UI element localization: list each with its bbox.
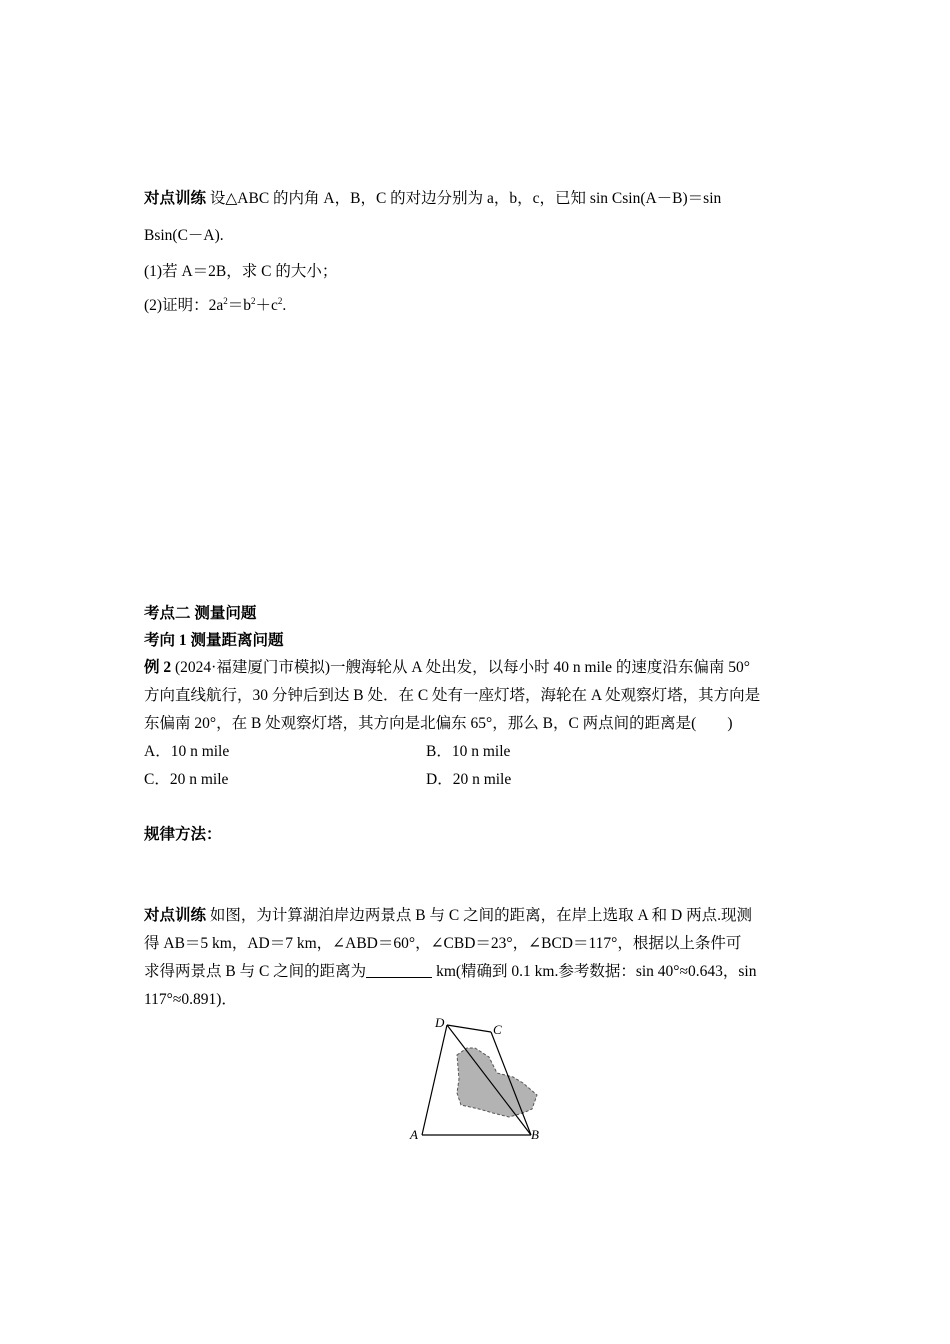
practice2-label: 对点训练 — [144, 907, 207, 924]
option-b: B．10 n mile — [426, 743, 511, 760]
q2-end: . — [282, 297, 287, 314]
practice1-text-line1: 设△ABC 的内角 A，B，C 的对边分别为 a，b，c，已知 sin Csin(A－B)＝sin — [209, 190, 722, 207]
method-label: 规律方法： — [144, 826, 222, 843]
section-title: 考点二 测量问题 — [144, 605, 257, 622]
practice1-label: 对点训练 — [144, 190, 207, 207]
practice1-line1 — [144, 189, 721, 209]
option-c: C．20 n mile — [144, 771, 229, 788]
q2-sup3: 2 — [277, 296, 283, 306]
practice2-line1 — [144, 906, 752, 926]
lake-region — [457, 1048, 537, 1117]
answer-blank[interactable] — [366, 962, 432, 978]
point-label-d: D — [435, 1015, 445, 1030]
q2-sup2: 2 — [250, 296, 256, 306]
q2-prefix: (2)证明：2a — [144, 297, 224, 314]
practice2-line3 — [144, 962, 756, 982]
point-label-c: C — [493, 1022, 502, 1037]
practice1-question1: (1)若 A＝2B，求 C 的大小； — [144, 263, 338, 280]
example2-line2: 方向直线航行，30 分钟后到达 B 处．在 C 处有一座灯塔，海轮在 A 处观察灯塔，其方向是 — [144, 687, 761, 704]
q2-sup1: 2 — [223, 296, 228, 306]
segment-dc — [447, 1025, 491, 1032]
option-d: D．20 n mile — [426, 771, 512, 788]
point-label-a: A — [410, 1127, 418, 1142]
practice2-line3-prefix: 求得两景点 B 与 C 之间的距离为 — [144, 963, 367, 980]
example2-line3: 东偏南 20°，在 B 处观察灯塔，其方向是北偏东 65°，那么 B，C 两点间的距离是( ) — [144, 715, 733, 732]
practice2-line4: 117°≈0.891)． — [144, 991, 237, 1008]
practice2-line2: 得 AB＝5 km，AD＝7 km，∠ABD＝60°，∠CBD＝23°，∠BCD＝117°，根据以上条件可 — [144, 935, 742, 952]
example2-text-line1: (2024·福建厦门市模拟)一艘海轮从 A 处出发，以每小时 40 n mile 的速度沿东偏南 50° — [175, 659, 750, 676]
lake-figure — [405, 1013, 565, 1145]
practice1-question2 — [144, 296, 286, 316]
q2-mid1: ＝b — [227, 297, 251, 314]
section-subtitle: 考向 1 测量距离问题 — [144, 632, 284, 649]
segment-da — [422, 1025, 447, 1135]
example2-label: 例 2 — [144, 659, 172, 676]
q2-mid2: ＋c — [255, 297, 278, 314]
point-label-b: B — [531, 1127, 539, 1142]
practice2-text-line1: 如图，为计算湖泊岸边两景点 B 与 C 之间的距离，在岸上选取 A 和 D 两点.现测 — [209, 907, 752, 924]
practice1-line2: Bsin(C－A). — [144, 227, 224, 244]
example2-line1 — [144, 658, 750, 678]
practice2-line3-suffix: km(精确到 0.1 km.参考数据：sin 40°≈0.643，sin — [436, 963, 757, 980]
option-a: A．10 n mile — [144, 743, 230, 760]
